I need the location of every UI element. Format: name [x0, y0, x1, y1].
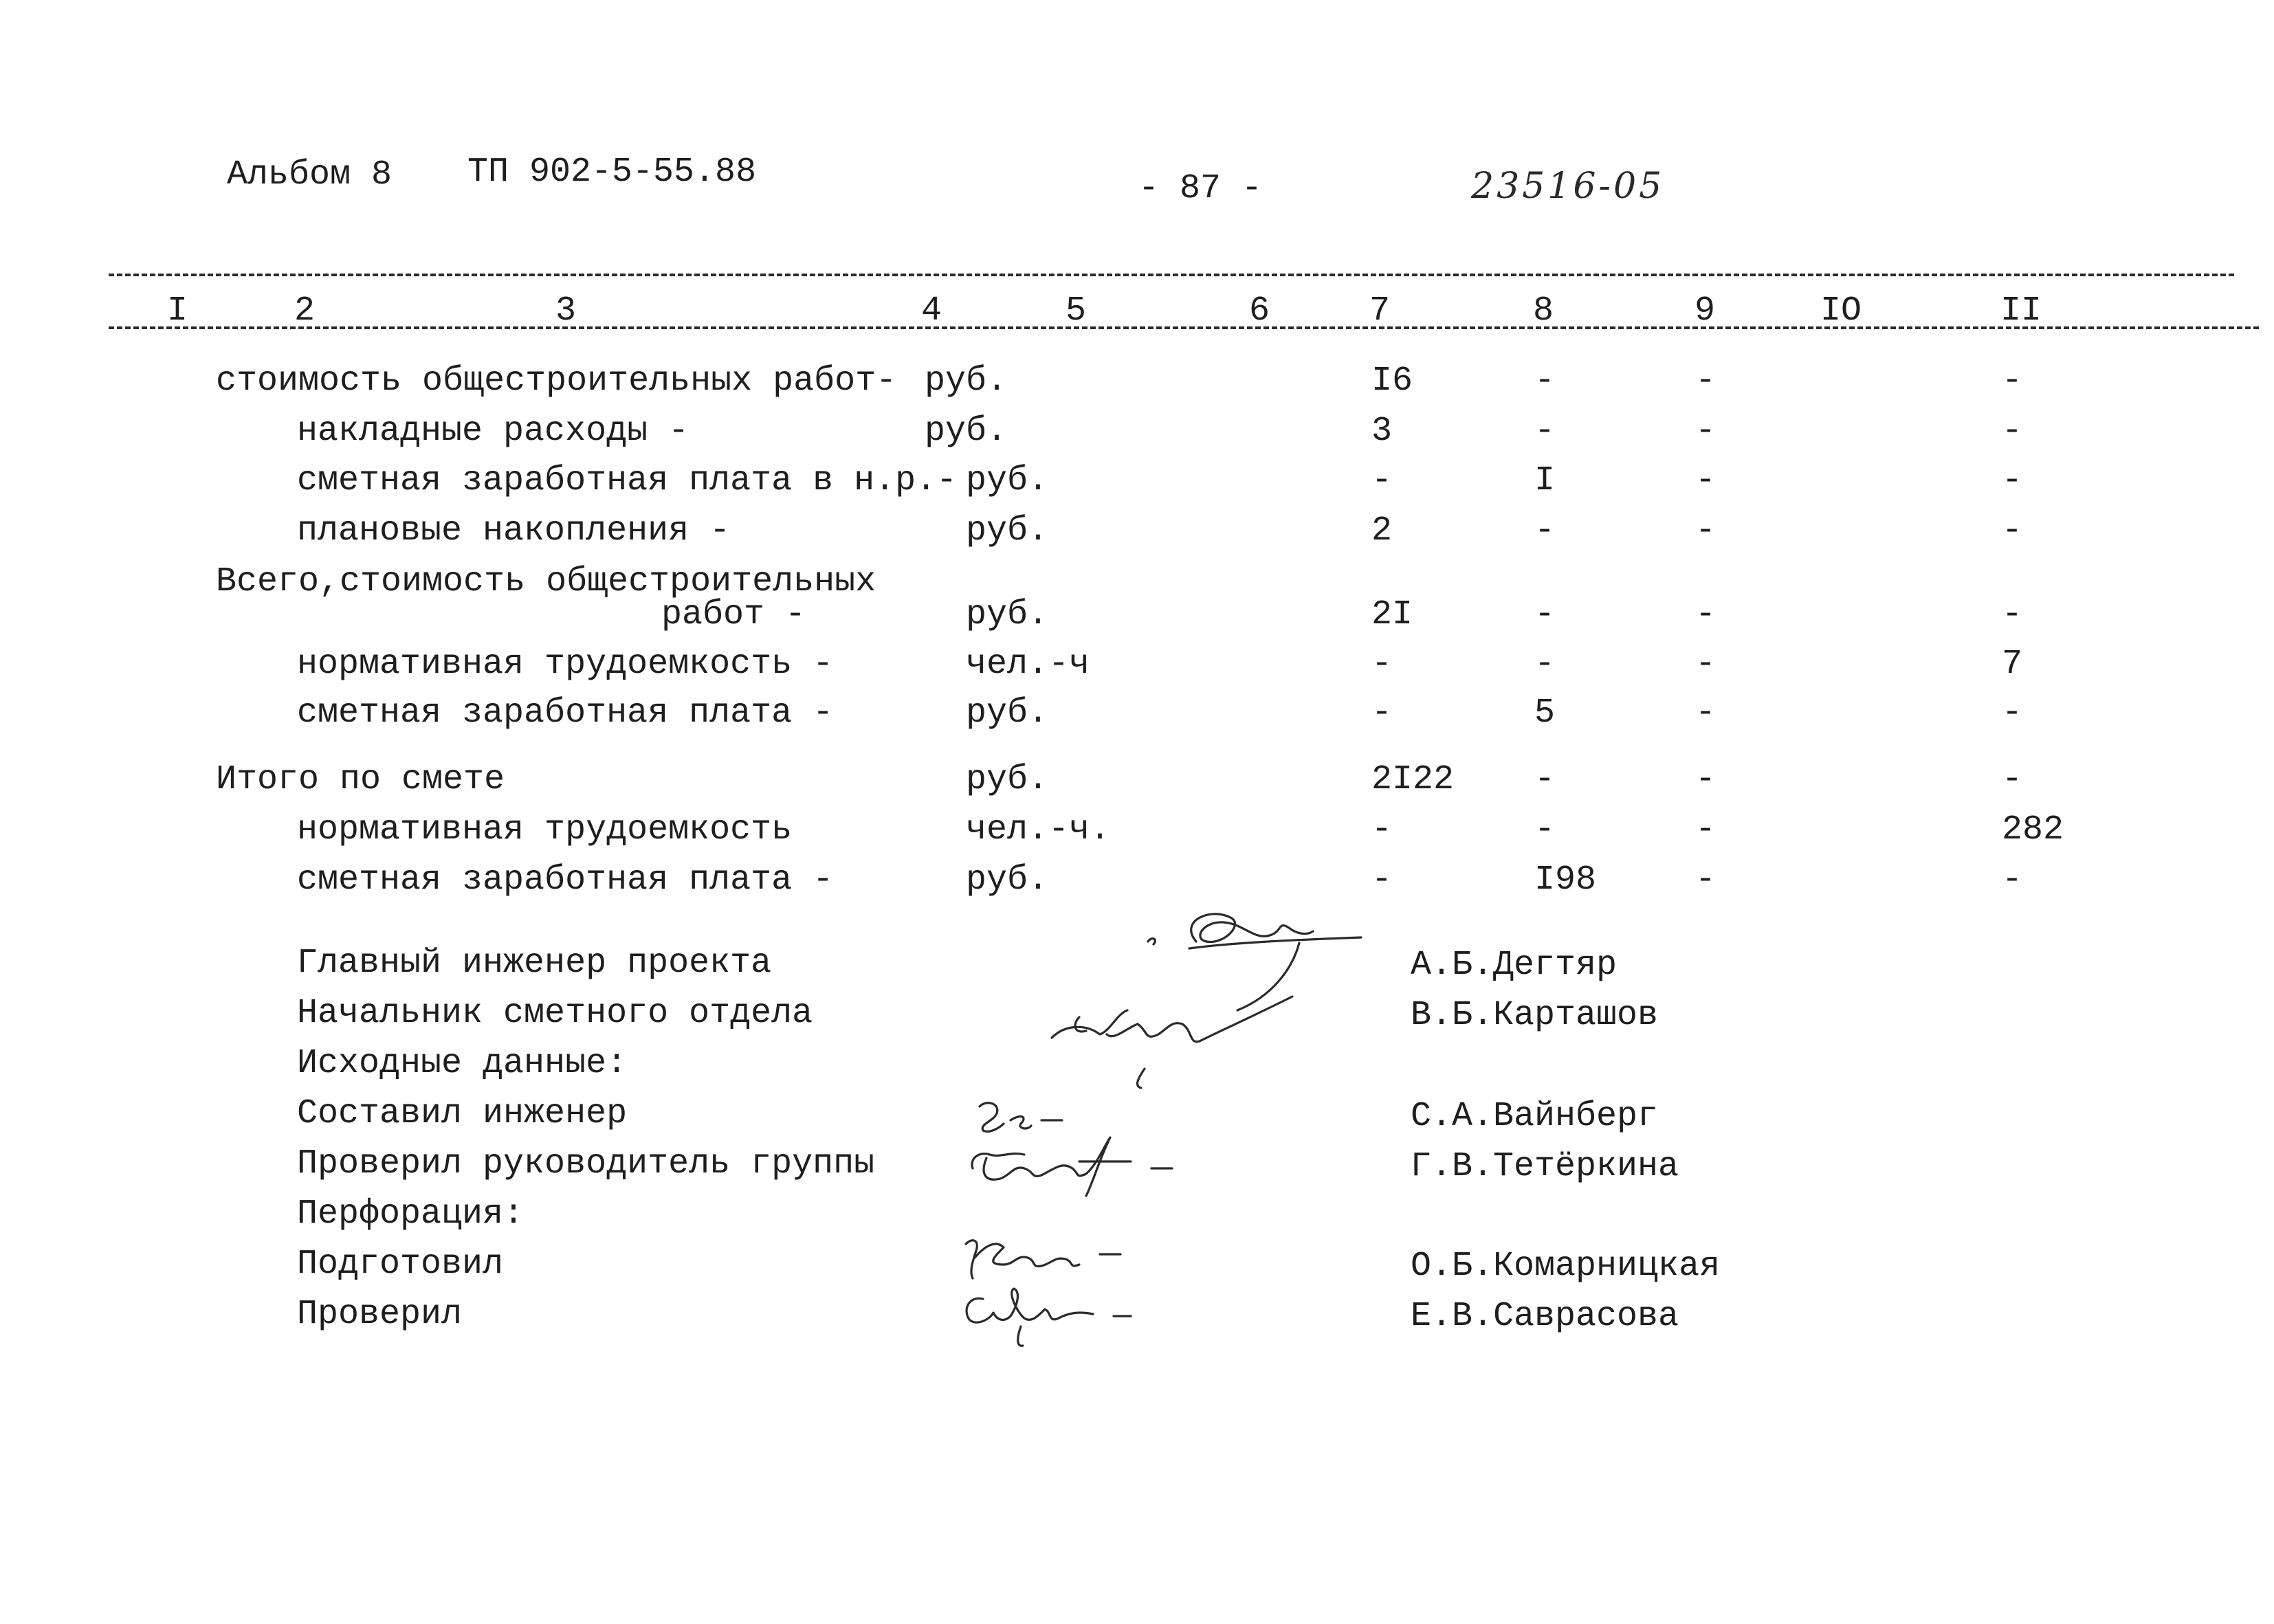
- column-header-3: 3: [555, 291, 577, 331]
- column-header-7: 7: [1369, 291, 1391, 331]
- cell-col11: 282: [2002, 810, 2064, 849]
- row-unit: руб.: [925, 361, 1008, 401]
- signature-name: Е.В.Саврасова: [1411, 1297, 1679, 1336]
- cell-col8: I98: [1534, 860, 1597, 900]
- signature-role: Составил инженер: [297, 1094, 628, 1133]
- cell-col11: -: [2002, 412, 2023, 451]
- row-unit: руб.: [966, 760, 1049, 799]
- table-top-rule: [109, 274, 2234, 276]
- signature-name: С.А.Вайнберг: [1411, 1097, 1659, 1136]
- cell-col11: -: [2002, 461, 2023, 500]
- column-header-11: II: [2000, 291, 2042, 331]
- column-header-9: 9: [1695, 291, 1716, 331]
- row-label: Всего,стоимость общестроительных: [216, 562, 876, 601]
- signature-role: Главный инженер проекта: [297, 944, 772, 983]
- row-label: нормативная трудоемкость -: [297, 645, 834, 684]
- cell-col11: -: [2002, 361, 2023, 401]
- cell-col7: 2: [1371, 511, 1393, 550]
- cell-col11: 7: [2002, 645, 2023, 684]
- cell-col7: -: [1371, 693, 1393, 733]
- cell-col9: -: [1695, 860, 1716, 900]
- row-label: плановые накопления -: [297, 511, 731, 550]
- cell-col8: -: [1534, 645, 1556, 684]
- cell-col11: -: [2002, 595, 2023, 634]
- cell-col7: -: [1371, 810, 1393, 849]
- cell-col7: -: [1371, 461, 1393, 500]
- column-header-8: 8: [1533, 291, 1554, 331]
- row-label: сметная заработная плата в н.р.-: [297, 461, 958, 500]
- column-header-4: 4: [921, 291, 942, 331]
- cell-col8: -: [1534, 511, 1556, 550]
- cell-col9: -: [1695, 693, 1716, 733]
- row-unit: руб.: [925, 412, 1008, 451]
- cell-col7: 2I22: [1371, 760, 1455, 799]
- cell-col9: -: [1695, 645, 1716, 684]
- cell-col7: -: [1371, 860, 1393, 900]
- row-label: накладные расходы -: [297, 412, 689, 451]
- signature-chief-engineer: [1024, 893, 1382, 1100]
- cell-col8: I: [1534, 461, 1556, 500]
- signature-role: Перфорация:: [297, 1194, 525, 1234]
- signature-prepared: [956, 1223, 1203, 1361]
- table-header-rule: [109, 326, 2259, 329]
- cell-col7: 3: [1371, 412, 1393, 451]
- cell-col9: -: [1695, 511, 1716, 550]
- row-unit: руб.: [966, 693, 1049, 733]
- signature-role: Проверил руководитель группы: [297, 1144, 875, 1183]
- row-label: Итого по смете: [216, 760, 505, 799]
- signature-name: В.Б.Карташов: [1411, 996, 1659, 1035]
- cell-col8: -: [1534, 412, 1556, 451]
- signature-role: Проверил: [297, 1295, 463, 1334]
- column-header-6: 6: [1249, 291, 1270, 331]
- cell-col8: 5: [1534, 693, 1556, 733]
- cell-col11: -: [2002, 760, 2023, 799]
- signature-name: А.Б.Дегтяр: [1411, 946, 1618, 985]
- row-label: нормативная трудоемкость: [297, 810, 793, 849]
- row-unit: чел.-ч: [966, 645, 1090, 684]
- row-label: стоимость общестроительных работ-: [216, 361, 897, 401]
- doc-number: 23516-05: [1471, 166, 1665, 207]
- column-header-2: 2: [294, 291, 316, 331]
- cell-col9: -: [1695, 810, 1716, 849]
- signature-role: Начальник сметного отдела: [297, 994, 813, 1033]
- row-unit: руб.: [966, 461, 1049, 500]
- row-unit: руб.: [966, 860, 1049, 900]
- cell-col8: -: [1534, 595, 1556, 634]
- column-header-1: I: [167, 291, 188, 331]
- row-unit: руб.: [966, 511, 1049, 550]
- cell-col11: -: [2002, 860, 2023, 900]
- row-label: сметная заработная плата -: [297, 693, 834, 733]
- cell-col9: -: [1695, 412, 1716, 451]
- row-unit: руб.: [966, 595, 1049, 634]
- column-header-5: 5: [1066, 291, 1087, 331]
- row-label-cont: работ -: [661, 595, 806, 634]
- cell-col8: -: [1534, 760, 1556, 799]
- cell-col9: -: [1695, 760, 1716, 799]
- cell-col7: I6: [1371, 361, 1413, 401]
- signature-compiler: [959, 1093, 1206, 1216]
- cell-col7: -: [1371, 645, 1393, 684]
- project-code: ТП 902-5-55.88: [467, 153, 757, 192]
- signature-name: О.Б.Комарницкая: [1411, 1247, 1721, 1286]
- page-number: - 87 -: [1138, 169, 1263, 208]
- cell-col11: -: [2002, 511, 2023, 550]
- cell-col8: -: [1534, 361, 1556, 401]
- row-unit: чел.-ч.: [966, 810, 1111, 849]
- cell-col9: -: [1695, 361, 1716, 401]
- cell-col9: -: [1695, 595, 1716, 634]
- column-header-10: IO: [1820, 291, 1862, 331]
- cell-col8: -: [1534, 810, 1556, 849]
- cell-col7: 2I: [1371, 595, 1413, 634]
- row-label: сметная заработная плата -: [297, 860, 834, 900]
- cell-col11: -: [2002, 693, 2023, 733]
- cell-col9: -: [1695, 461, 1716, 500]
- album-label: Альбом 8: [227, 155, 393, 194]
- signature-role: Подготовил: [297, 1245, 504, 1284]
- signature-role: Исходные данные:: [297, 1044, 628, 1083]
- signature-name: Г.В.Тетёркина: [1411, 1147, 1679, 1186]
